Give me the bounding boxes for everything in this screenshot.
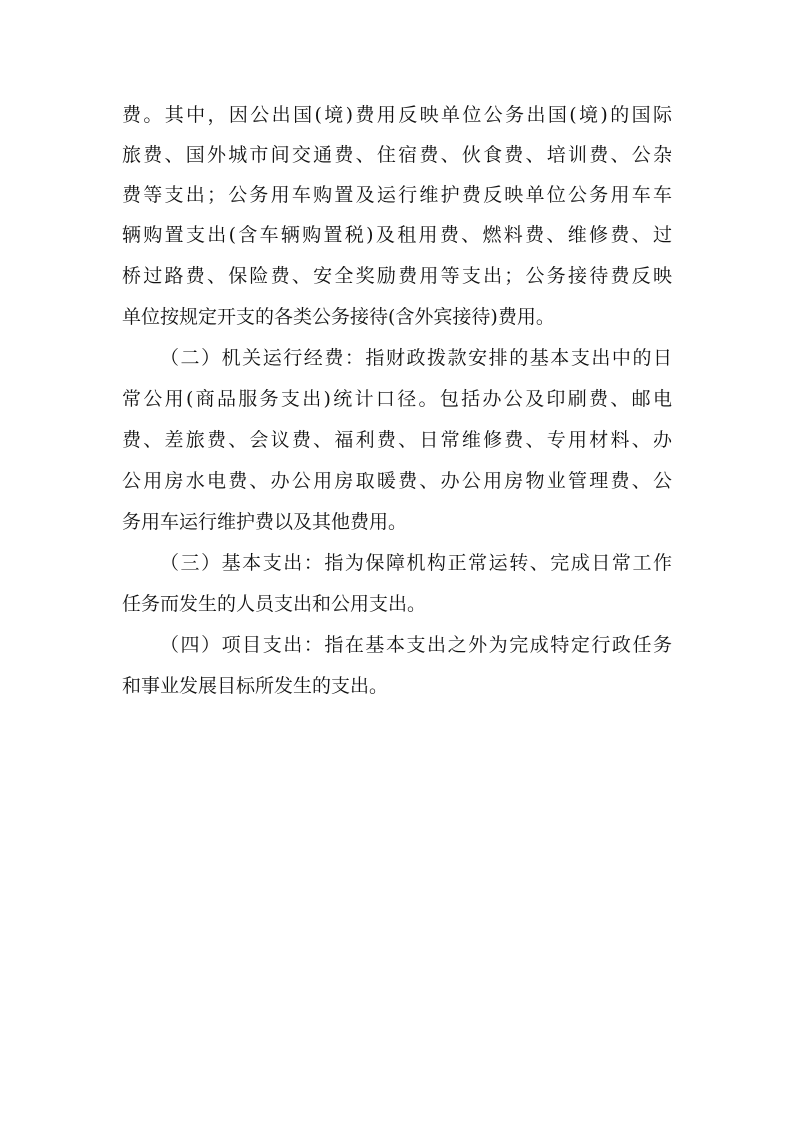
paragraph-line-13: 任务而发生的人员支出和公用支出。 bbox=[122, 593, 427, 615]
paragraph-line-1: 费。其中，因公出国(境)费用反映单位公务出国(境)的国际 bbox=[122, 104, 672, 126]
paragraph-line-8: 常公用(商品服务支出)统计口径。包括办公及印刷费、邮电 bbox=[122, 388, 672, 410]
paragraph-line-11: 务用车运行维护费以及其他费用。 bbox=[122, 511, 408, 533]
paragraph-line-5: 桥过路费、保险费、安全奖励费用等支出；公务接待费反映 bbox=[122, 265, 672, 287]
paragraph-line-10: 公用房水电费、办公用房取暖费、办公用房物业管理费、公 bbox=[122, 470, 672, 492]
paragraph-line-15: 和事业发展目标所发生的支出。 bbox=[122, 675, 389, 697]
section-3-heading-line: （三）基本支出：指为保障机构正常运转、完成日常工作 bbox=[160, 552, 672, 574]
paragraph-line-9: 费、差旅费、会议费、福利费、日常维修费、专用材料、办 bbox=[122, 429, 672, 451]
paragraph-line-6: 单位按规定开支的各类公务接待(含外宾接待)费用。 bbox=[122, 306, 555, 328]
paragraph-line-2: 旅费、国外城市间交通费、住宿费、伙食费、培训费、公杂 bbox=[122, 144, 672, 166]
paragraph-line-4: 辆购置支出(含车辆购置税)及租用费、燃料费、维修费、过 bbox=[122, 224, 672, 246]
paragraph-line-3: 费等支出；公务用车购置及运行维护费反映单位公务用车车 bbox=[122, 184, 672, 206]
section-2-heading-line: （二）机关运行经费：指财政拨款安排的基本支出中的日 bbox=[160, 347, 672, 369]
section-4-heading-line: （四）项目支出：指在基本支出之外为完成特定行政任务 bbox=[160, 634, 672, 656]
